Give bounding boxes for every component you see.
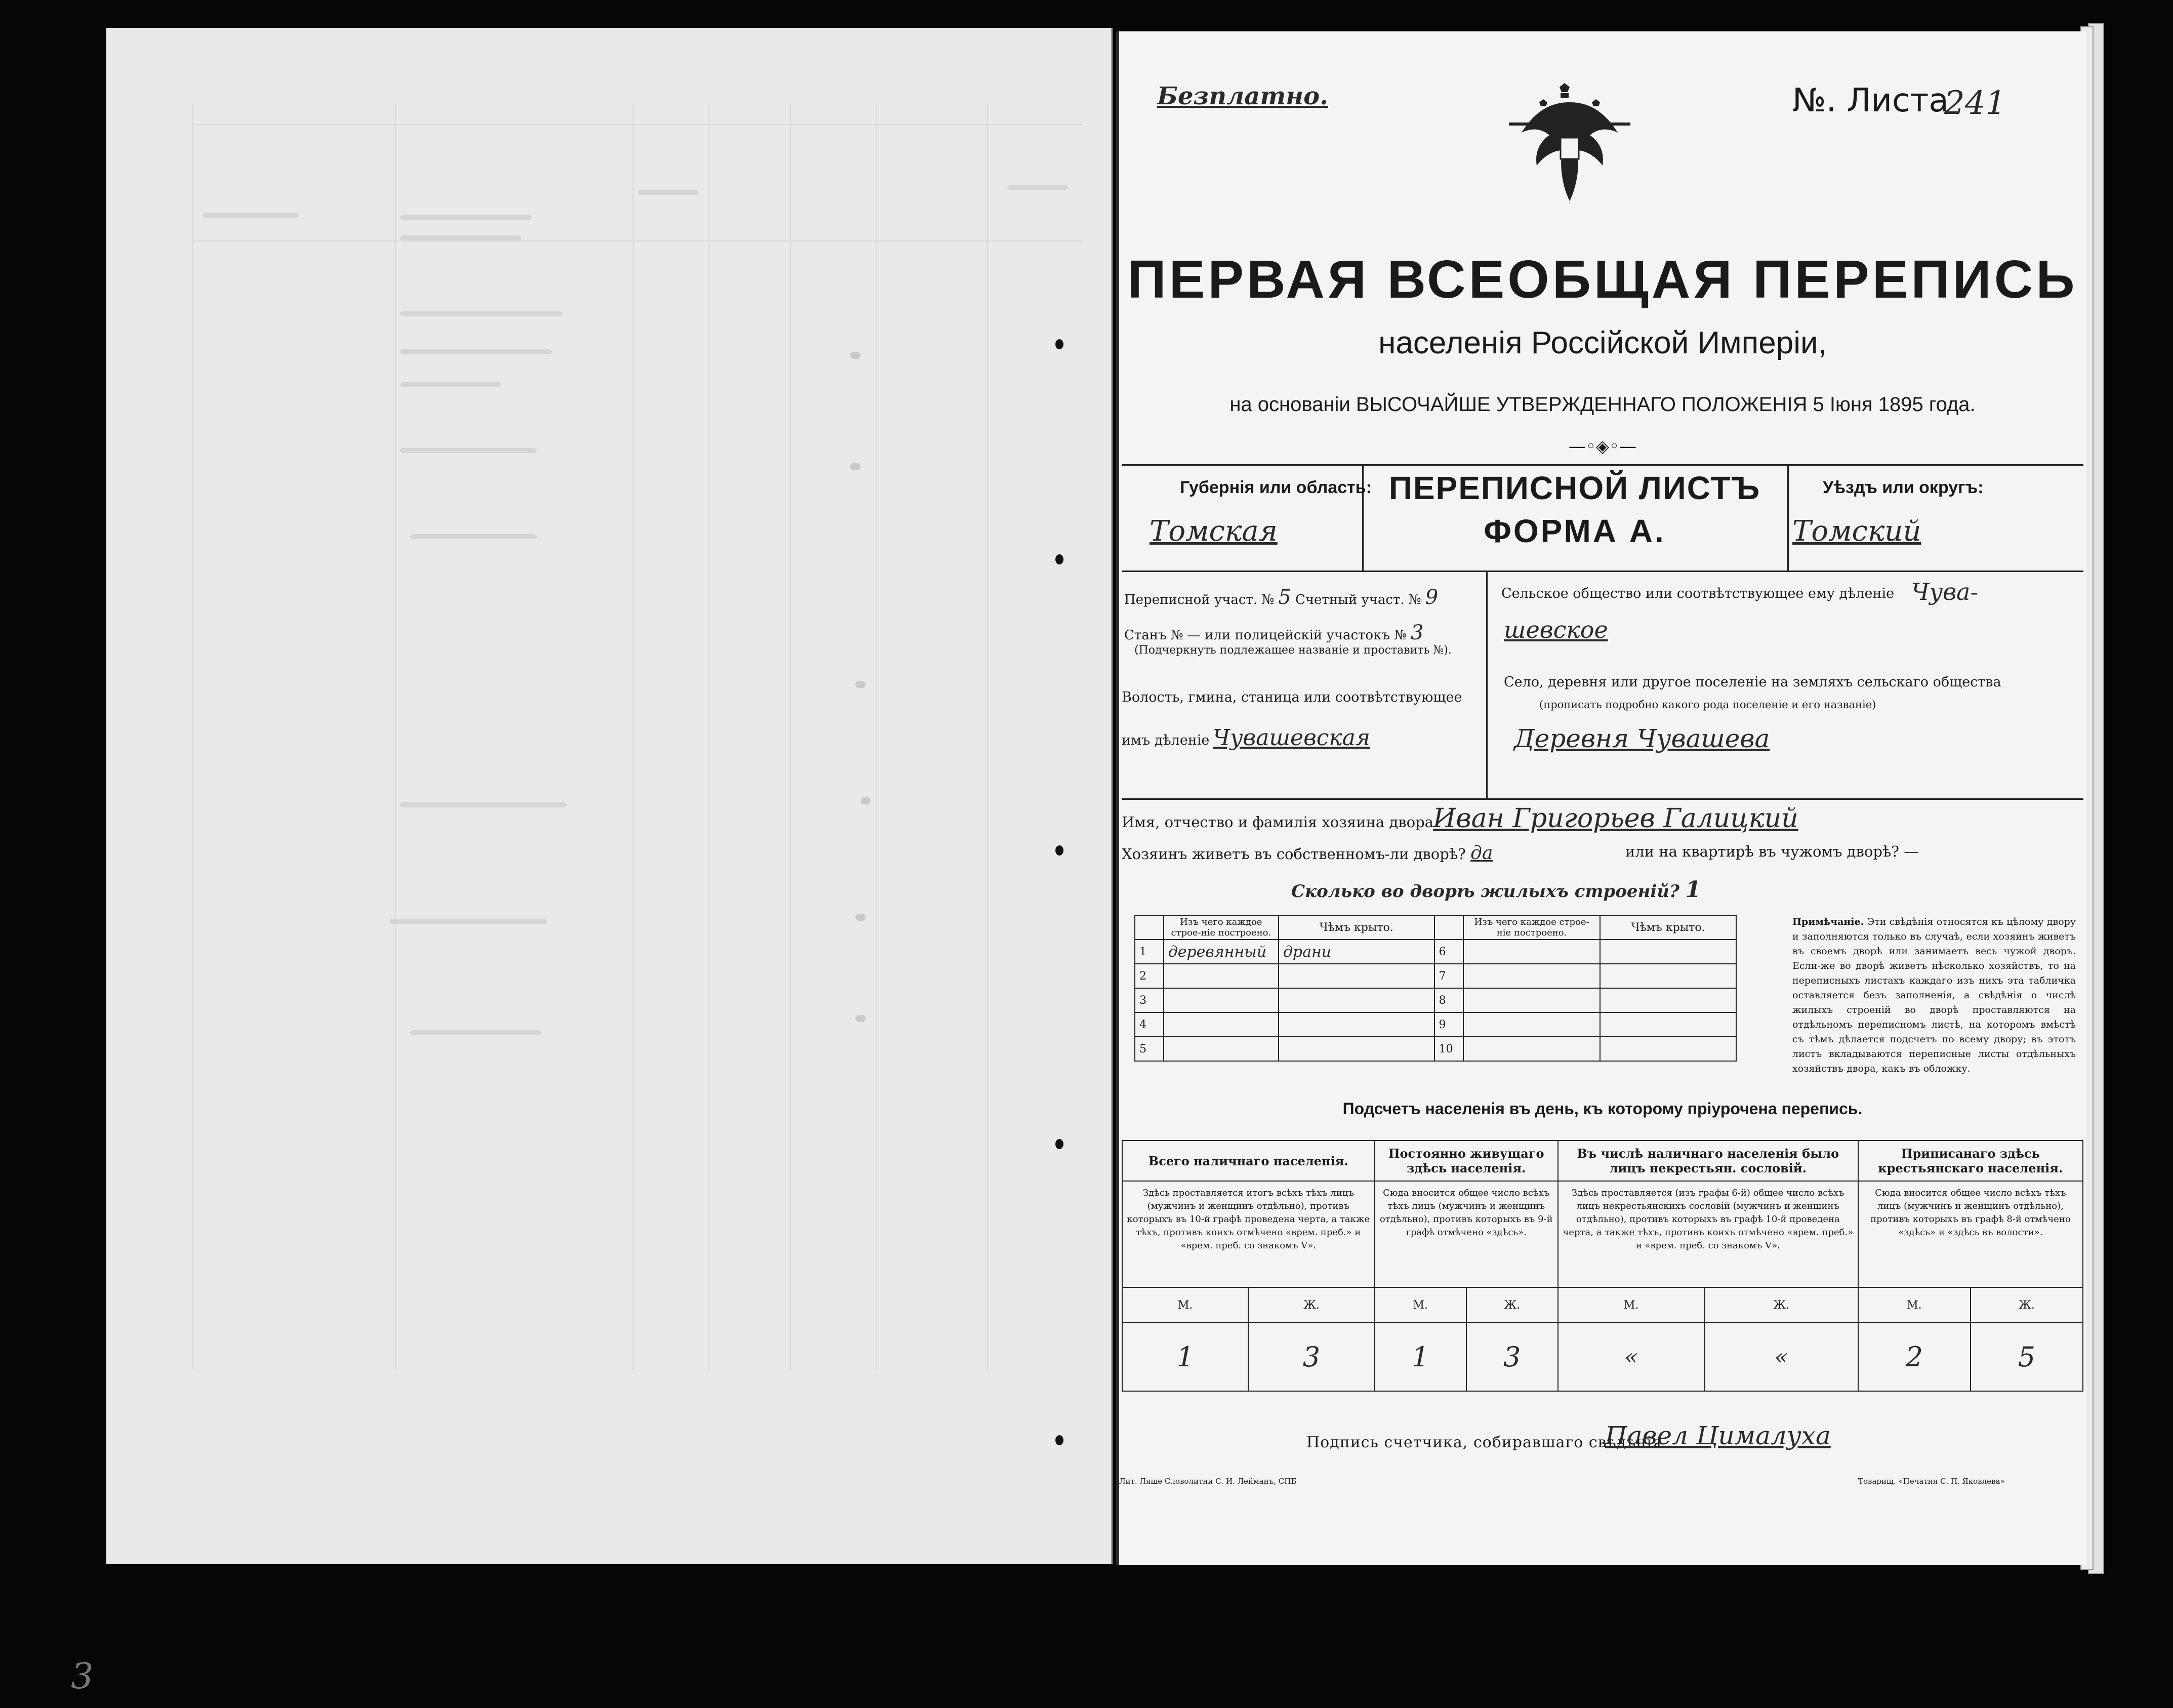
society-value-1: Чува-: [1911, 578, 1978, 605]
count-value: 3: [1248, 1323, 1374, 1391]
enumerator-signature: Павел Цималуха: [1605, 1421, 1831, 1450]
roof-cell: [1600, 964, 1736, 988]
volost-label: Волость, гмина, станица или соотвѣтствующее: [1122, 689, 1462, 705]
gubernia-value: Томская: [1150, 515, 1278, 548]
count-value: «: [1558, 1323, 1705, 1391]
subtitle: населенія Россійской Имперіи,: [1378, 326, 1827, 360]
male-col-label: М.: [1858, 1287, 1971, 1323]
sheet-number-label: №. Листа: [1792, 82, 1949, 119]
printer-imprint-left: Лит. Ляше Словолитни С. И. Лейманъ, СПБ: [1119, 1477, 1297, 1486]
rented-value: —: [1904, 843, 1919, 860]
col-material: Изъ чего каждое строе-ніе построено.: [1463, 915, 1600, 940]
imperial-eagle-emblem: [1504, 82, 1635, 219]
count-value: 2: [1858, 1323, 1971, 1391]
row-num: 7: [1434, 964, 1463, 988]
counting-district-value: 9: [1425, 586, 1439, 609]
row-num: 1: [1135, 940, 1164, 964]
society-value-2: шевское: [1504, 616, 1608, 643]
police-district-value: 3: [1411, 621, 1424, 644]
free-label: Безплатно.: [1157, 82, 1328, 110]
roof-cell: [1279, 1012, 1434, 1037]
buildings-label: Сколько во дворѣ жилыхъ строеній?: [1291, 881, 1679, 902]
row-num: 6: [1434, 940, 1463, 964]
count-head: Постоянно живущаго здѣсь населенія.: [1375, 1141, 1558, 1181]
uezd-value: Томский: [1792, 515, 1921, 548]
stan-label: Станъ №: [1124, 628, 1183, 643]
frame-number: 3: [71, 1655, 94, 1697]
material-cell: деревянный: [1164, 940, 1279, 964]
material-cell: [1164, 1037, 1279, 1061]
gubernia-label: Губернія или область:: [1180, 478, 1372, 497]
count-title: Подсчетъ населенія въ день, къ которому пріурочена перепись.: [1342, 1100, 1863, 1118]
material-cell: [1463, 1037, 1600, 1061]
material-cell: [1164, 1012, 1279, 1037]
row-num: 4: [1135, 1012, 1164, 1037]
roof-cell: [1600, 988, 1736, 1012]
col-roof: Чѣмъ крыто.: [1600, 915, 1736, 940]
female-col-label: Ж.: [1466, 1287, 1558, 1323]
male-col-label: М.: [1375, 1287, 1466, 1323]
female-col-label: Ж.: [1705, 1287, 1858, 1323]
count-value: 5: [1971, 1323, 2083, 1391]
uezd-label: Уѣздъ или округъ:: [1823, 478, 1984, 497]
legal-basis: на основаніи ВЫСОЧАЙШЕ УТВЕРЖДЕННАГО ПОЛОЖЕНІЯ 5 Іюня 1895 года.: [1229, 393, 1976, 416]
population-count-table: [1122, 1140, 2083, 1392]
count-head: Въ числѣ наличнаго населенія было лицъ некрестьян. сословій.: [1558, 1141, 1858, 1181]
rented-label: или на квартирѣ въ чужомъ дворѣ?: [1625, 843, 1899, 860]
census-district-label: Переписной участ. №: [1124, 592, 1274, 607]
roof-cell: [1279, 964, 1434, 988]
village-note: (прописать подробно какого рода поселеніе и его названіе): [1539, 699, 1876, 711]
roof-cell: [1279, 988, 1434, 1012]
count-value: 1: [1375, 1323, 1466, 1391]
underline-note: (Подчеркнуть подлежащее названіе и проставить №).: [1134, 644, 1452, 657]
row-num: 5: [1135, 1037, 1164, 1061]
form-letter: ФОРМА А.: [1484, 513, 1666, 549]
left-page-reverse: [106, 28, 1113, 1564]
form-title: ПЕРЕПИСНОЙ ЛИСТЪ: [1388, 470, 1761, 506]
count-desc: Сюда вносится общее число всѣхъ тѣхъ лицъ (мужчинъ и женщинъ отдѣльно), противъ которыхъ въ графѣ 8-й отмѣчено «здѣсь» и «здѣсь въ волости».: [1858, 1181, 2083, 1287]
count-desc: Здѣсь проставляется (изъ графы 6-й) общее число всѣхъ лицъ некрестьянскихъ сословій (мужчинъ и женщинъ отдѣльно), противъ которыхъ въ графѣ 10-й проведена черта, а также тѣхъ, противъ коихъ отмѣчено «врем. преб.» и «врем. преб. со знакомъ V».: [1558, 1181, 1858, 1287]
count-desc: Здѣсь проставляется итогъ всѣхъ тѣхъ лицъ (мужчинъ и женщинъ отдѣльно), противъ которыхъ въ 10-й графѣ проведена черта, а также тѣхъ, противъ коихъ отмѣчено «врем. преб.» и «врем. преб. со знакомъ V».: [1122, 1181, 1375, 1287]
row-num: 10: [1434, 1037, 1463, 1061]
roof-cell: [1600, 1012, 1736, 1037]
material-cell: [1463, 940, 1600, 964]
female-col-label: Ж.: [1971, 1287, 2083, 1323]
census-district-value: 5: [1278, 586, 1291, 609]
material-cell: [1164, 988, 1279, 1012]
count-head: Приписанаго здѣсь крестьянскаго населенія.: [1858, 1141, 2083, 1181]
female-col-label: Ж.: [1248, 1287, 1374, 1323]
material-cell: [1463, 988, 1600, 1012]
village-label: Село, деревня или другое поселеніе на земляхъ сельскаго общества: [1504, 674, 2001, 690]
main-title: ПЕРВАЯ ВСЕОБЩАЯ ПЕРЕПИСЬ: [1127, 250, 2078, 309]
col-material: Изъ чего каждое строе-ніе построено.: [1164, 915, 1279, 940]
male-col-label: М.: [1122, 1287, 1248, 1323]
count-value: 1: [1122, 1323, 1248, 1391]
row-num: 8: [1434, 988, 1463, 1012]
owner-label: Имя, отчество и фамилія хозяина двора: [1122, 814, 1433, 831]
volost-value: Чувашевская: [1213, 725, 1370, 751]
census-form-page: [1116, 31, 2086, 1565]
count-head: Всего наличнаго населенія.: [1122, 1141, 1375, 1181]
count-desc: Сюда вносится общее число всѣхъ тѣхъ лицъ (мужчинъ и женщинъ отдѣльно), противъ которыхъ въ 9-й графѣ отмѣчено «здѣсь».: [1375, 1181, 1558, 1287]
society-label: Сельское общество или соотвѣтствующее ему дѣленіе: [1501, 586, 1895, 601]
note-title: Примѣчаніе.: [1792, 916, 1864, 927]
note-text: Эти свѣдѣнія относятся къ цѣлому двору и заполняются только въ случаѣ, если хозяинъ живетъ въ своемъ дворѣ или занимаетъ весь чужой дворъ. Если-же во дворѣ живетъ нѣсколько хозяйствъ, то на переписныхъ листахъ каждаго изъ нихъ эта табличка оставляется безъ заполненія, а свѣдѣнія о числѣ жилыхъ строеній во дворѣ проставляются на отдѣльномъ переписномъ листѣ, на которомъ вмѣстѣ съ тѣмъ дѣлается подсчетъ по всему двору; въ этотъ листъ вкладываются переписные листы отдѣльныхъ хозяйствъ двора, какъ въ обложку.: [1792, 916, 2076, 1074]
roof-cell: [1600, 940, 1736, 964]
material-cell: [1463, 1012, 1600, 1037]
row-num: 2: [1135, 964, 1164, 988]
signature-label: Подпись счетчика, собиравшаго свѣдѣнія: [1306, 1434, 1662, 1451]
village-value: Деревня Чувашева: [1514, 724, 1770, 753]
count-value: «: [1705, 1323, 1858, 1391]
sheet-number-value: 241: [1944, 85, 2006, 122]
police-district-label: или полицейскій участокъ №: [1205, 628, 1407, 643]
col-roof: Чѣмъ крыто.: [1279, 915, 1434, 940]
own-yard-label: Хозяинъ живетъ въ собственномъ-ли дворѣ?: [1122, 845, 1466, 863]
note-box: [1792, 915, 2076, 1076]
row-num: 9: [1434, 1012, 1463, 1037]
counting-district-label: Счетный участ. №: [1295, 592, 1421, 607]
material-cell: [1164, 964, 1279, 988]
buildings-value: 1: [1685, 877, 1701, 903]
roof-cell: [1600, 1037, 1736, 1061]
roof-cell: драни: [1279, 940, 1434, 964]
own-yard-value: да: [1470, 843, 1493, 864]
owner-value: Иван Григорьев Галицкий: [1433, 803, 1798, 834]
roof-cell: [1279, 1037, 1434, 1061]
row-num: 3: [1135, 988, 1164, 1012]
volost-label-2: имъ дѣленіе: [1122, 733, 1210, 748]
material-cell: [1463, 964, 1600, 988]
printer-imprint-right: Товарищ. «Печатня С. П. Яковлева»: [1858, 1477, 2005, 1486]
buildings-table: [1134, 915, 1737, 1062]
count-value: 3: [1466, 1323, 1558, 1391]
stan-value: —: [1187, 628, 1201, 643]
male-col-label: М.: [1558, 1287, 1705, 1323]
ornament-divider: —◦◈◦—: [1568, 436, 1637, 457]
